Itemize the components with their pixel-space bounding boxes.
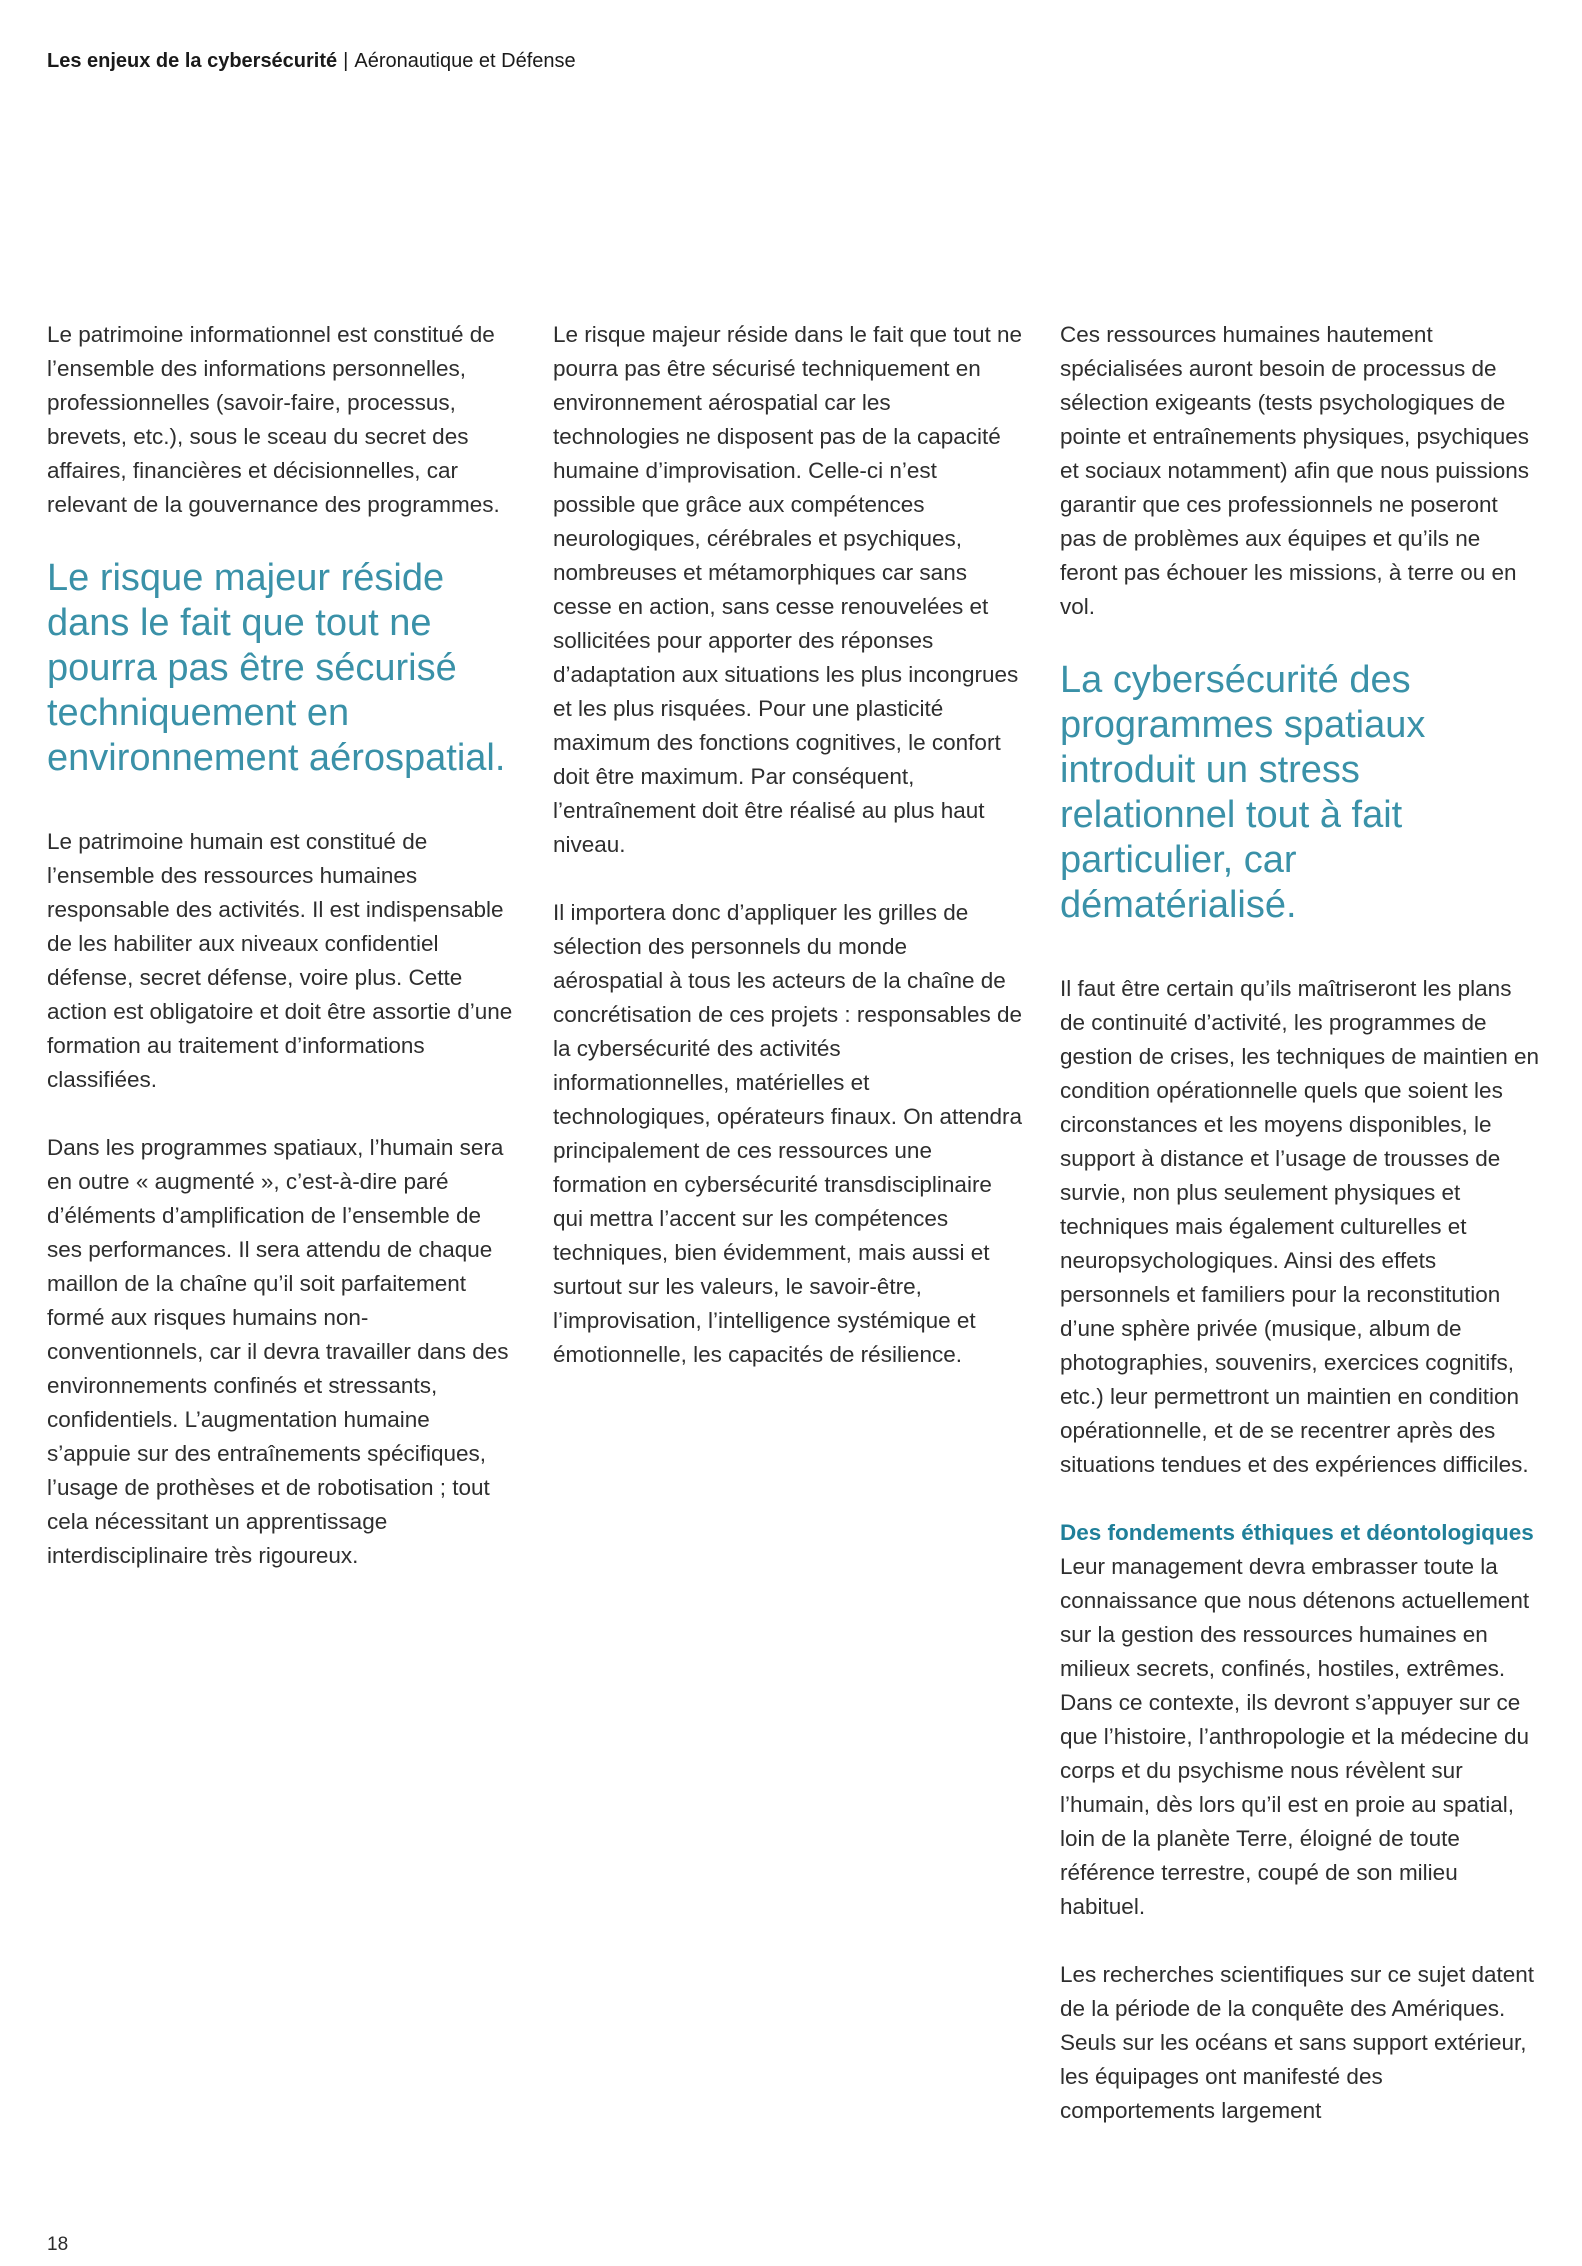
pull-quote-relational-stress: La cybersécurité des programmes spatiaux introduit un stress relationnel tout à fait particulier, car dématérialisé. [1060,659,1426,926]
paragraph-informational-heritage: Le patrimoine informationnel est constitué de l’ensemble des informations personnelles, professionnelles (savoir-faire, processus, brevets, etc.), sous le sceau du secret des affaires, financières et décisionnelles, car relevant de la gouvernance des programmes. [47,322,500,517]
subheading-ethics: Des fondements éthiques et déontologiques [1060,1520,1534,1545]
paragraph-augmented-human: Dans les programmes spatiaux, l’humain sera en outre « augmenté », c’est-à-dire paré d’éléments d’amplification de l’ensemble de ses performances. Il sera attendu de chaque maillon de la chaîne qu’il soit parfaitement formé aux risques humains non-conventionnels, car il devra travailler dans des environnements confinés et stressants, confidentiels. L’augmentation humaine s’appuie sur des entraînements spécifiques, l’usage de prothèses et de robotisation ; tout cela nécessitant un apprentissage interdisciplinaire très rigoureux. [47,1135,509,1568]
header-section-title: Les enjeux de la cybersécurité [47,50,338,72]
paragraph-management: Leur management devra embrasser toute la connaissance que nous détenons actuellement sur la gestion des ressources humaines en milieux secrets, confinés, hostiles, extrêmes. Dans ce contexte, ils devront s’appuyer sur ce que l’histoire, l’anthropologie et la médecine du corps et du psychisme nous révèlent sur l’humain, dès lors qu’il est en proie au spatial, loin de la planète Terre, éloigné de toute référence terrestre, coupé de son milieu habituel. [1060,1554,1530,1919]
paragraph-selection-process: Ces ressources humaines hautement spécialisées auront besoin de processus de sélection exigeants (tests psychologiques de pointe et entraînements physiques, psychiques et sociaux notamment) afin que nous puissions garantir que ces professionnels ne poseront pas de problèmes aux équipes et qu’ils ne feront pas échouer les missions, à terre ou en vol. [1060,322,1530,619]
header-separator: | [343,50,349,72]
pull-quote-major-risk: Le risque majeur réside dans le fait que tout ne pourra pas être sécurisé techniquement en environnement aérospatial. [47,557,506,779]
header-subsection-title: Aéronautique et Défense [354,50,576,72]
column-right [1060,318,1540,2162]
paragraph-improvisation: Le risque majeur réside dans le fait que tout ne pourra pas être sécurisé techniquement en environnement aérospatial car les technologies ne disposent pas de la capacité humaine d’improvisation. Celle-ci n’est possible que grâce aux compétences neurologiques, cérébrales et psychiques, nombreuses et métamorphiques car sans cesse en action, sans cesse renouvelées et sollicitées pour apporter des réponses d’adaptation aux situations les plus incongrues et les plus risquées. Pour une plasticité maximum des fonctions cognitives, le confort doit être maximum. Par conséquent, l’entraînement doit être réalisé au plus haut niveau. [553,322,1023,857]
running-header [47,50,576,73]
column-left [47,318,517,1607]
paragraph-human-heritage: Le patrimoine humain est constitué de l’ensemble des ressources humaines responsable des activités. Il est indispensable de les habiliter aux niveaux confidentiel défense, secret défense, voire plus. Cette action est obligatoire et doit être assortie d’une formation au traitement d’informations classifiées. [47,829,513,1092]
paragraph-scientific-research: Les recherches scientifiques sur ce sujet datent de la période de la conquête des Amériques. Seuls sur les océans et sans support extérieur, les équipages ont manifesté des comportements largement [1060,1962,1535,2123]
paragraph-selection-grids: Il importera donc d’appliquer les grilles de sélection des personnels du monde aérospatial à tous les acteurs de la chaîne de concrétisation de ces projets : responsables de la cybersécurité des activités informationnelles, matérielles et technologiques, opérateurs finaux. On attendra principalement de ces ressources une formation en cybersécurité transdisciplinaire qui mettra l’accent sur les compétences techniques, bien évidemment, mais aussi et surtout sur les valeurs, le savoir-être, l’improvisation, l’intelligence systémique et émotionnelle, les capacités de résilience. [553,900,1023,1367]
paragraph-continuity-plans: Il faut être certain qu’ils maîtriseront les plans de continuité d’activité, les programmes de gestion de crises, les techniques de maintien en condition opérationnelle quels que soient les circonstances et les moyens disponibles, le support à distance et l’usage de trousses de survie, non plus seulement physiques et techniques mais également culturelles et neuropsychologiques. Ainsi des effets personnels et familiers pour la reconstitution d’une sphère privée (musique, album de photographies, souvenirs, exercices cognitifs, etc.) leur permettront un maintien en condition opérationnelle, et de se recentrer après des situations tendues et des expériences difficiles. [1060,976,1540,1477]
column-middle [553,318,1023,1406]
page-number: 18 [47,2234,69,2255]
